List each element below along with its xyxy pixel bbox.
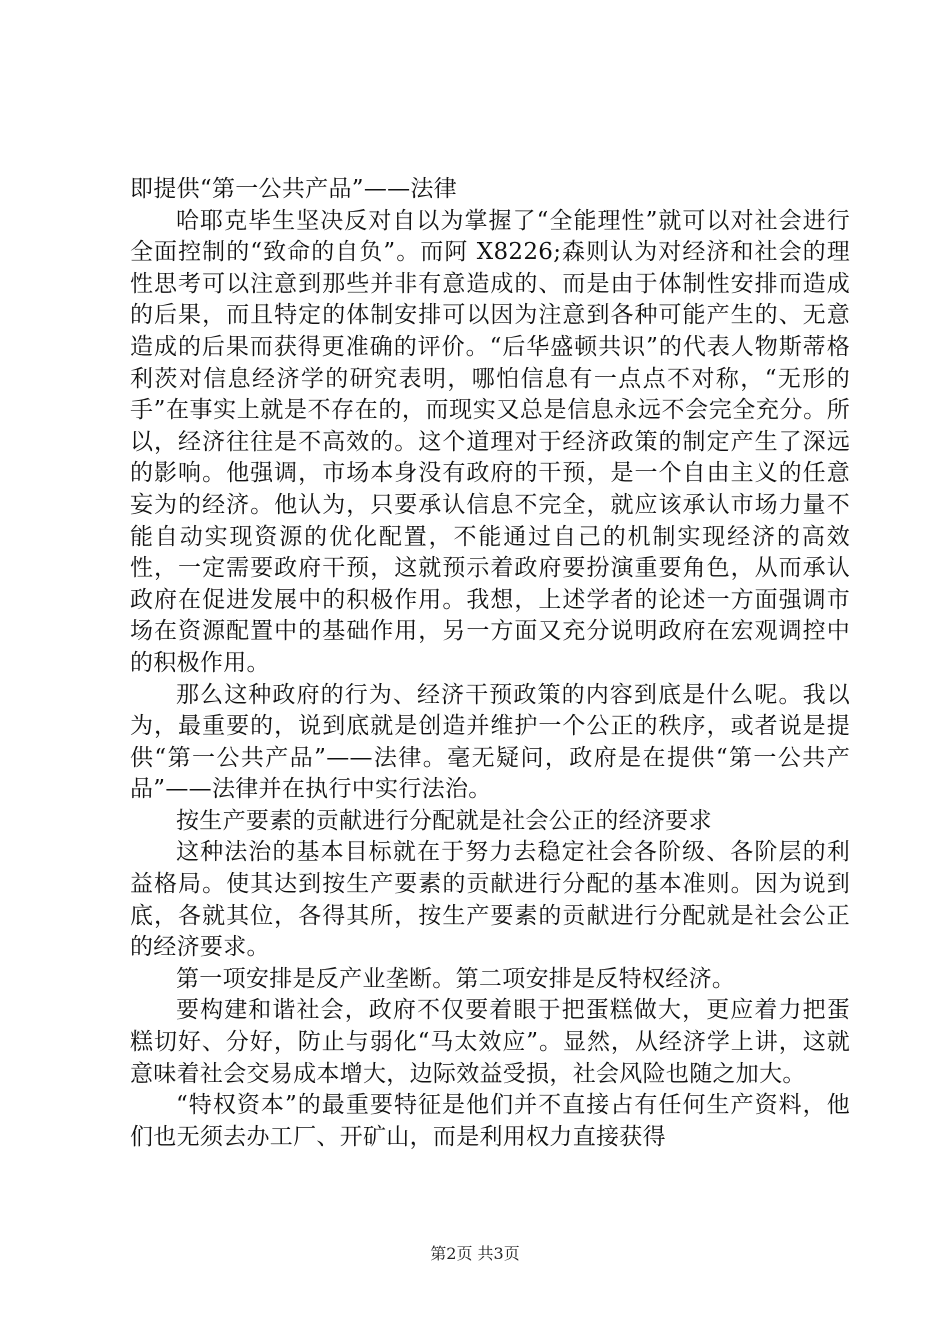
paragraph-hayek-sen-stiglitz: 哈耶克毕生坚决反对自以为掌握了“全能理性”就可以对社会进行全面控制的“致命的自负”。而阿 X8226;森则认为对经济和社会的理性思考可以注意到那些并非有意造成的、而是由于体制性安排而造成的后果，而且特定的体制安排可以因为注意到各种可能产生的、无意造成的后果而获得更准确的评价。“后华盛顿共识”的代表人物斯蒂格利茨对信息经济学的研究表明，哪怕信息有一点点不对称，“无形的手”在事实上就是不存在的，而现实又总是信息永远不会完全充分。所以，经济往往是不高效的。这个道理对于经济政策的制定产生了深远的影响。他强调，市场本身没有政府的干预，是一个自由主义的任意妄为的经济。他认为，只要承认信息不完全，就应该承认市场力量不能自动实现资源的优化配置，不能通过自己的机制实现经济的高效性，一定需要政府干预，这就预示着政府要扮演重要角色，从而承认政府在促进发展中的积极作用。我想，上述学者的论述一方面强调市场在资源配置中的基础作用，另一方面又充分说明政府在宏观调控中的积极作用。 (130, 207, 850, 676)
paragraph-harmonious-society: 要构建和谐社会，政府不仅要着眼于把蛋糕做大，更应着力把蛋糕切好、分好，防止与弱化“马太效应”。显然，从经济学上讲，这就意味着社会交易成本增大，边际效益受损，社会风险也随之加大。 (130, 997, 850, 1087)
page-footer (0, 1244, 950, 1264)
document-body (130, 174, 850, 1153)
paragraph-two-arrangements: 第一项安排是反产业垄断。第二项安排是反特权经济。 (176, 965, 736, 992)
paragraph-rule-of-law-goal: 这种法治的基本目标就在于努力去稳定社会各阶级、各阶层的利益格局。使其达到按生产要素的贡献进行分配的基本准则。因为说到底，各就其位，各得其所，按生产要素的贡献进行分配就是社会公正的经济要求。 (130, 839, 850, 961)
paragraph-privileged-capital: “特权资本”的最重要特征是他们并不直接占有任何生产资料，他们也无须去办工厂、开矿山，而是利用权力直接获得 (130, 1092, 850, 1150)
paragraph-government-role: 那么这种政府的行为、经济干预政策的内容到底是什么呢。我以为，最重要的，说到底就是创造并维护一个公正的秩序，或者说是提供“第一公共产品”——法律。毫无疑问，政府是在提供“第一公共产品”——法律并在执行中实行法治。 (130, 681, 850, 803)
paragraph-continuation: 即提供“第一公共产品”——法律 (130, 176, 458, 202)
page-number-label: 第2页 共3页 (430, 1244, 520, 1263)
section-heading-distribution: 按生产要素的贡献进行分配就是社会公正的经济要求 (176, 807, 712, 834)
